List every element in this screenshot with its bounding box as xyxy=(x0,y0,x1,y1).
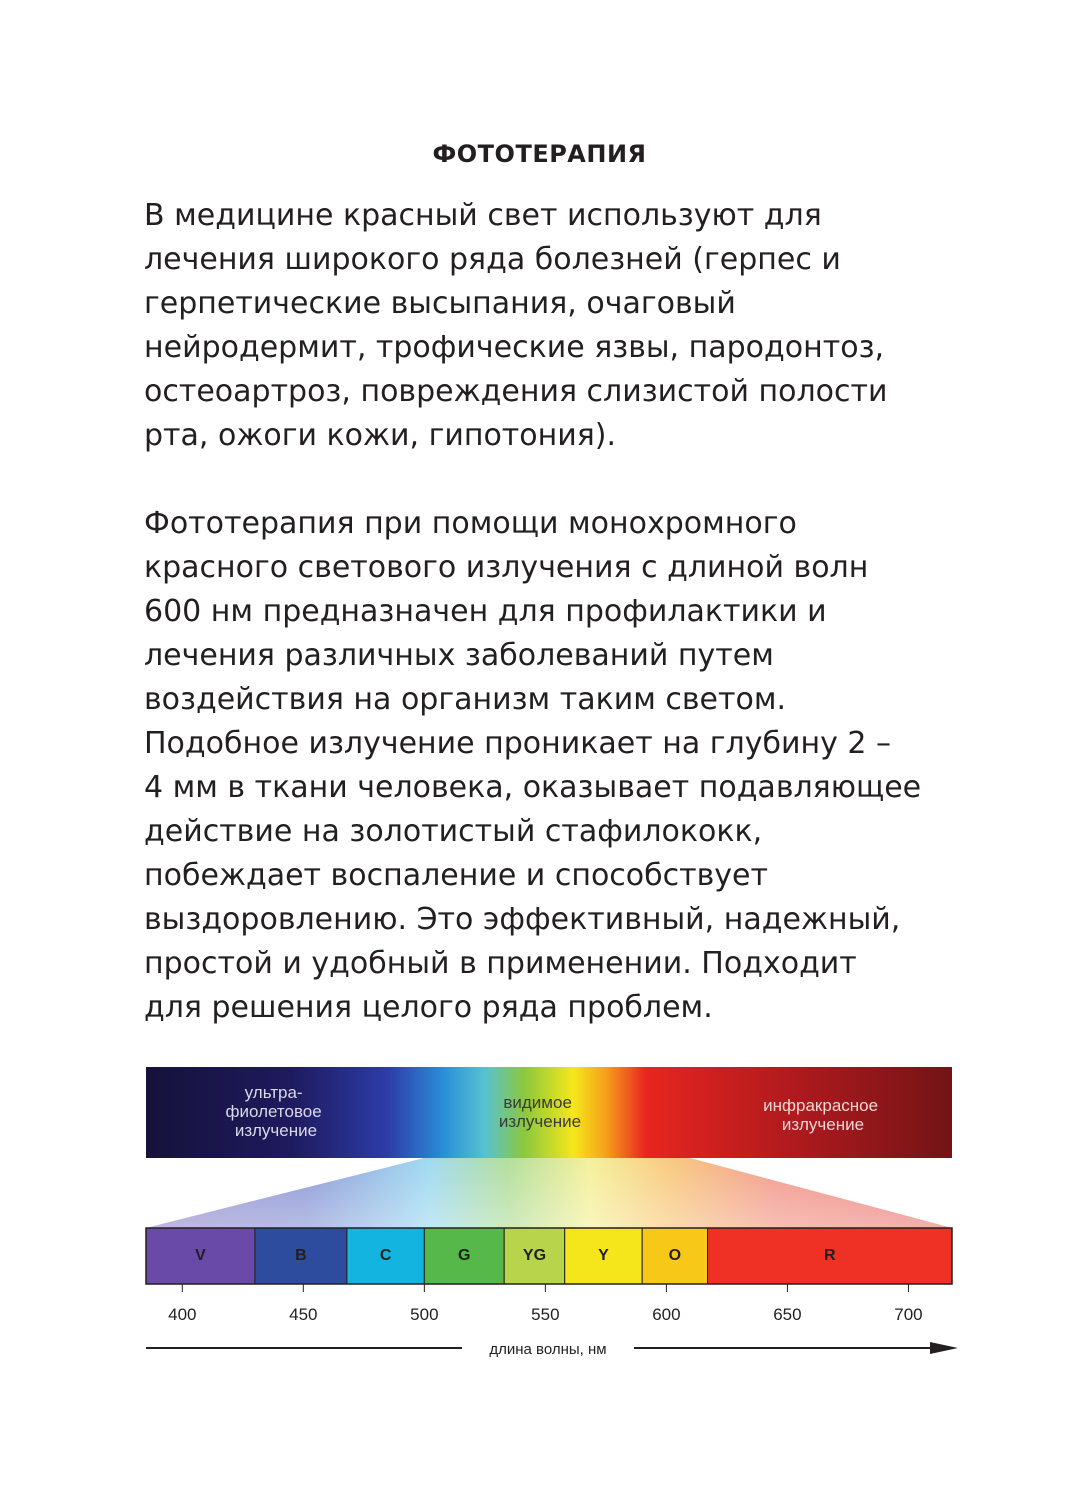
band-label-c: C xyxy=(379,1247,392,1264)
band-label-g: G xyxy=(458,1247,471,1264)
tick-label-700: 700 xyxy=(894,1305,923,1324)
paragraph-red-light-medicine: В медицине красный свет используют для лечения широкого ряда болезней (герпес и герпетические высыпания, очаговый нейродермит, трофические язвы, пародонтоз, остеоартроз, повреждения слизистой полости рта, ожоги кожи, гипотония). xyxy=(144,198,888,453)
color-bands xyxy=(146,1228,952,1284)
band-label-y: Y xyxy=(598,1247,609,1264)
uv-label-line1: ультра- xyxy=(244,1083,303,1102)
band-label-yg: YG xyxy=(522,1247,547,1264)
expansion-fan-fade xyxy=(146,1158,952,1228)
visible-label-line2: излучение xyxy=(498,1112,582,1131)
tick-label-400: 400 xyxy=(168,1305,197,1324)
visible-label-line1: видимое xyxy=(503,1093,572,1112)
axis-label: длина волны, нм xyxy=(489,1341,607,1358)
tick-label-650: 650 xyxy=(773,1305,802,1324)
band-label-v: V xyxy=(195,1247,206,1264)
ir-label-line2: излучение xyxy=(781,1115,865,1134)
page-title: ФОТОТЕРАПИЯ xyxy=(432,140,647,168)
axis-arrowhead-icon xyxy=(930,1342,958,1354)
band-label-r: R xyxy=(823,1247,836,1264)
band-label-b: B xyxy=(295,1247,307,1264)
band-label-o: O xyxy=(668,1247,682,1264)
wavelength-ticks xyxy=(168,1284,923,1324)
ir-label-line1: инфракрасное xyxy=(763,1096,879,1115)
tick-label-450: 450 xyxy=(289,1305,318,1324)
tick-label-500: 500 xyxy=(410,1305,439,1324)
tick-label-550: 550 xyxy=(531,1305,560,1324)
visible-label xyxy=(499,1093,581,1131)
tick-label-600: 600 xyxy=(652,1305,681,1324)
uv-label-line2: фиолетовое xyxy=(225,1102,322,1121)
uv-label-line3: излучение xyxy=(234,1121,318,1140)
paragraph-phototherapy: Фототерапия при помощи монохромного красного светового излучения с длиной волн 600 нм предназначен для профилактики и лечения различных заболеваний путем воздействия на организм таким светом. Подобное излучение проникает на глубину 2 – 4 мм в ткани человека, оказывает подавляющее действие на золотистый стафилококк, побеждает воспаление и способствует выздоровлению. Это эффективный, надежный, простой и удобный в применении. Подходит для решения целого ряда проблем. xyxy=(144,506,922,1025)
